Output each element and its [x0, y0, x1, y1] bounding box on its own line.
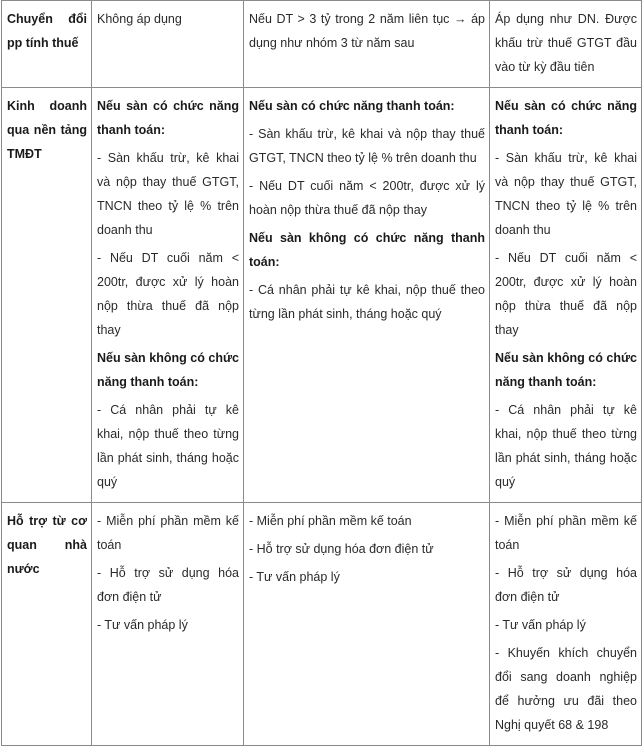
- list-item: - Nếu DT cuối năm < 200tr, được xử lý hoàn nộp thừa thuế đã nộp thay: [97, 251, 239, 337]
- subheading: Nếu sàn có chức năng thanh toán:: [495, 99, 637, 137]
- list-item: - Tư vấn pháp lý: [97, 618, 188, 632]
- subheading: Nếu sàn không có chức năng thanh toán:: [495, 351, 637, 389]
- list-item: - Miễn phí phần mềm kế toán: [97, 514, 239, 552]
- row-header-ecommerce: Kinh doanh qua nền tảng TMĐT: [2, 88, 92, 503]
- list-item: - Tư vấn pháp lý: [249, 570, 340, 584]
- list-item: - Sàn khấu trừ, kê khai và nộp thay thuế GTGT, TNCN theo tỷ lệ % trên doanh thu: [249, 127, 485, 165]
- list-item: - Cá nhân phải tự kê khai, nộp thuế theo từng lần phát sinh, tháng hoặc quý: [97, 403, 239, 489]
- cell: [244, 88, 490, 503]
- cell: [92, 88, 244, 503]
- cell: [244, 1, 490, 88]
- list-item: - Sàn khấu trừ, kê khai và nộp thay thuế GTGT, TNCN theo tỷ lệ % trên doanh thu: [97, 151, 239, 237]
- list-item: - Hỗ trợ sử dụng hóa đơn điện tử: [249, 542, 434, 556]
- cell: [490, 1, 642, 88]
- cell-text: Áp dụng như DN. Được khấu trừ thuế GTGT đầu vào từ kỳ đầu tiên: [495, 12, 637, 74]
- table-row-support: [2, 503, 642, 746]
- list-item: - Nếu DT cuối năm < 200tr, được xử lý hoàn nộp thừa thuế đã nộp thay: [249, 179, 485, 217]
- list-item: - Miễn phí phần mềm kế toán: [495, 514, 637, 552]
- list-item: - Hỗ trợ sử dụng hóa đơn điện tử: [97, 566, 239, 604]
- row-header-support: Hỗ trợ từ cơ quan nhà nước: [2, 503, 92, 746]
- list-item: - Miễn phí phần mềm kế toán: [249, 514, 412, 528]
- list-item: - Tư vấn pháp lý: [495, 618, 586, 632]
- list-item: - Cá nhân phải tự kê khai, nộp thuế theo từng lần phát sinh, tháng hoặc quý: [495, 403, 637, 489]
- cell: [92, 1, 244, 88]
- list-item: - Hỗ trợ sử dụng hóa đơn điện tử: [495, 566, 637, 604]
- cell: [92, 503, 244, 746]
- subheading: Nếu sàn không có chức năng thanh toán:: [249, 231, 485, 269]
- cell: [490, 503, 642, 746]
- list-item: - Cá nhân phải tự kê khai, nộp thuế theo từng lần phát sinh, tháng hoặc quý: [249, 283, 485, 321]
- cell: [244, 503, 490, 746]
- table-row-ecommerce: [2, 88, 642, 503]
- list-item: - Sàn khấu trừ, kê khai và nộp thay thuế GTGT, TNCN theo tỷ lệ % trên doanh thu: [495, 151, 637, 237]
- row-header-conversion: Chuyển đổi pp tính thuế: [2, 1, 92, 88]
- cell-text: Nếu DT > 3 tỷ trong 2 năm liên tục → áp dụng như nhóm 3 từ năm sau: [249, 12, 485, 50]
- cell: [490, 88, 642, 503]
- cell-text: Không áp dụng: [97, 12, 182, 26]
- table-row-conversion: [2, 1, 642, 88]
- tax-comparison-table: [1, 0, 642, 746]
- subheading: Nếu sàn không có chức năng thanh toán:: [97, 351, 239, 389]
- subheading: Nếu sàn có chức năng thanh toán:: [249, 99, 455, 113]
- list-item: - Nếu DT cuối năm < 200tr, được xử lý hoàn nộp thừa thuế đã nộp thay: [495, 251, 637, 337]
- subheading: Nếu sàn có chức năng thanh toán:: [97, 99, 239, 137]
- list-item: - Khuyến khích chuyển đổi sang doanh nghiệp để hưởng ưu đãi theo Nghị quyết 68 & 198: [495, 646, 637, 732]
